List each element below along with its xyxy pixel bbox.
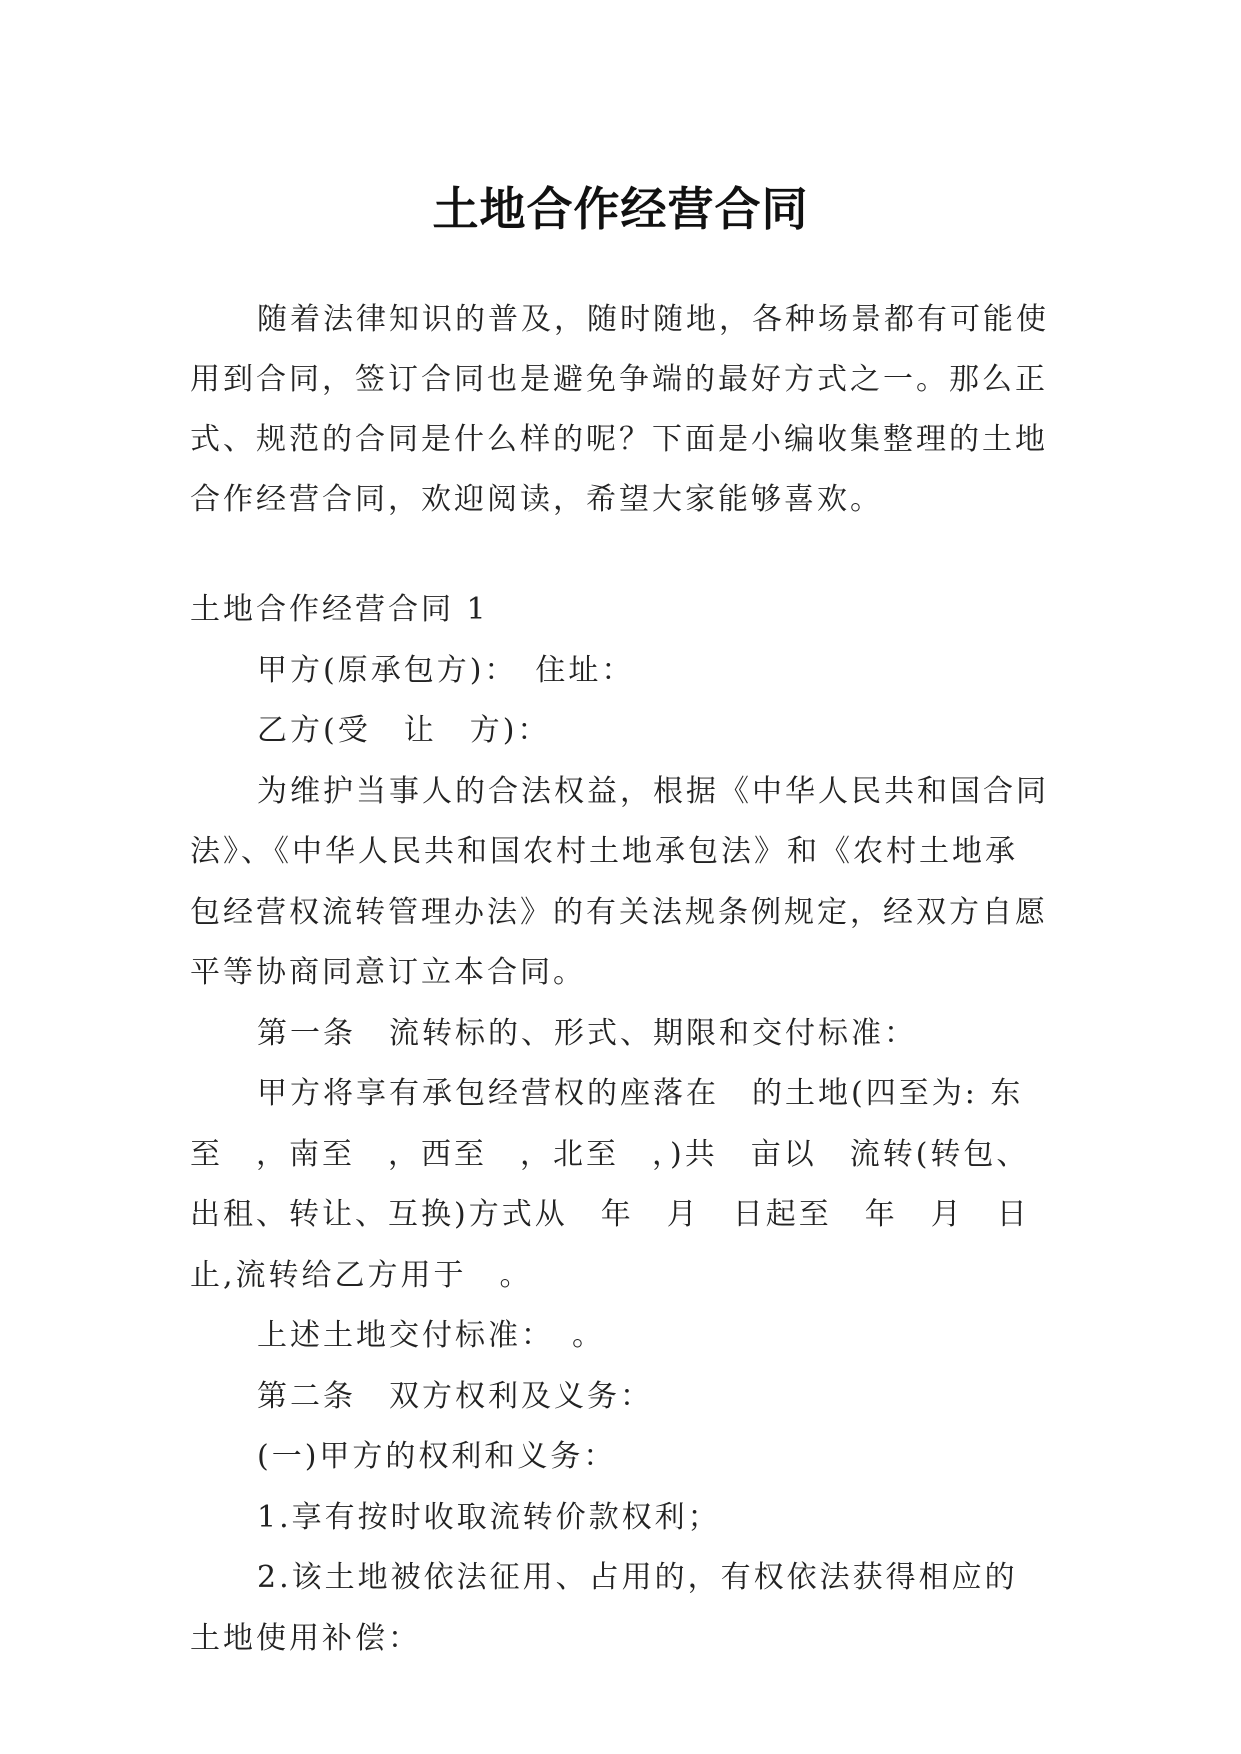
party-b-line: 乙方(受 让 方)：: [257, 713, 551, 748]
party-a-rights-heading: (一)甲方的权利和义务：: [257, 1439, 617, 1474]
delivery-standard-line: 上述土地交付标准： 。: [257, 1318, 605, 1353]
article-one-paragraph: 甲方将享有承包经营权的座落在 的土地(四至为: 东至 ，南至 ，西至 ，北至 ，)共 亩以 流转(转包、出租、转让、互换)方式从 年 月 日起至 年 月 日止,流转给乙方用于 。: [190, 1076, 1030, 1293]
intro-paragraph: 随着法律知识的普及，随时随地，各种场景都有可能使用到合同，签订合同也是避免争端的最好方式之一。那么正式、规范的合同是什么样的呢？下面是小编收集整理的土地合作经营合同，欢迎阅读，希望大家能够喜欢。: [190, 302, 1049, 517]
clause-1: 1.享有按时收取流转价款权利；: [257, 1499, 721, 1535]
contract-body: [190, 580, 1050, 1669]
party-a-line: 甲方(原承包方)： 住址：: [257, 652, 635, 688]
document-title: 土地合作经营合同: [432, 181, 809, 236]
clause-2: 2.该土地被依法征用、占用的，有权依法获得相应的土地使用补偿：: [190, 1560, 1018, 1656]
article-one-heading: 第一条 流转标的、形式、期限和交付标准：: [257, 1015, 917, 1051]
article-two-heading: 第二条 双方权利及义务：: [257, 1378, 653, 1414]
intro-block: [190, 290, 1050, 530]
section-heading: 土地合作经营合同 1: [190, 592, 489, 627]
preamble-paragraph: 为维护当事人的合法权益，根据《中华人民共和国合同法》、《中华人民共和国农村土地承包法》和《农村土地承包经营权流转管理办法》的有关法规条例规定，经双方自愿平等协商同意订立本合同。: [190, 773, 1049, 990]
